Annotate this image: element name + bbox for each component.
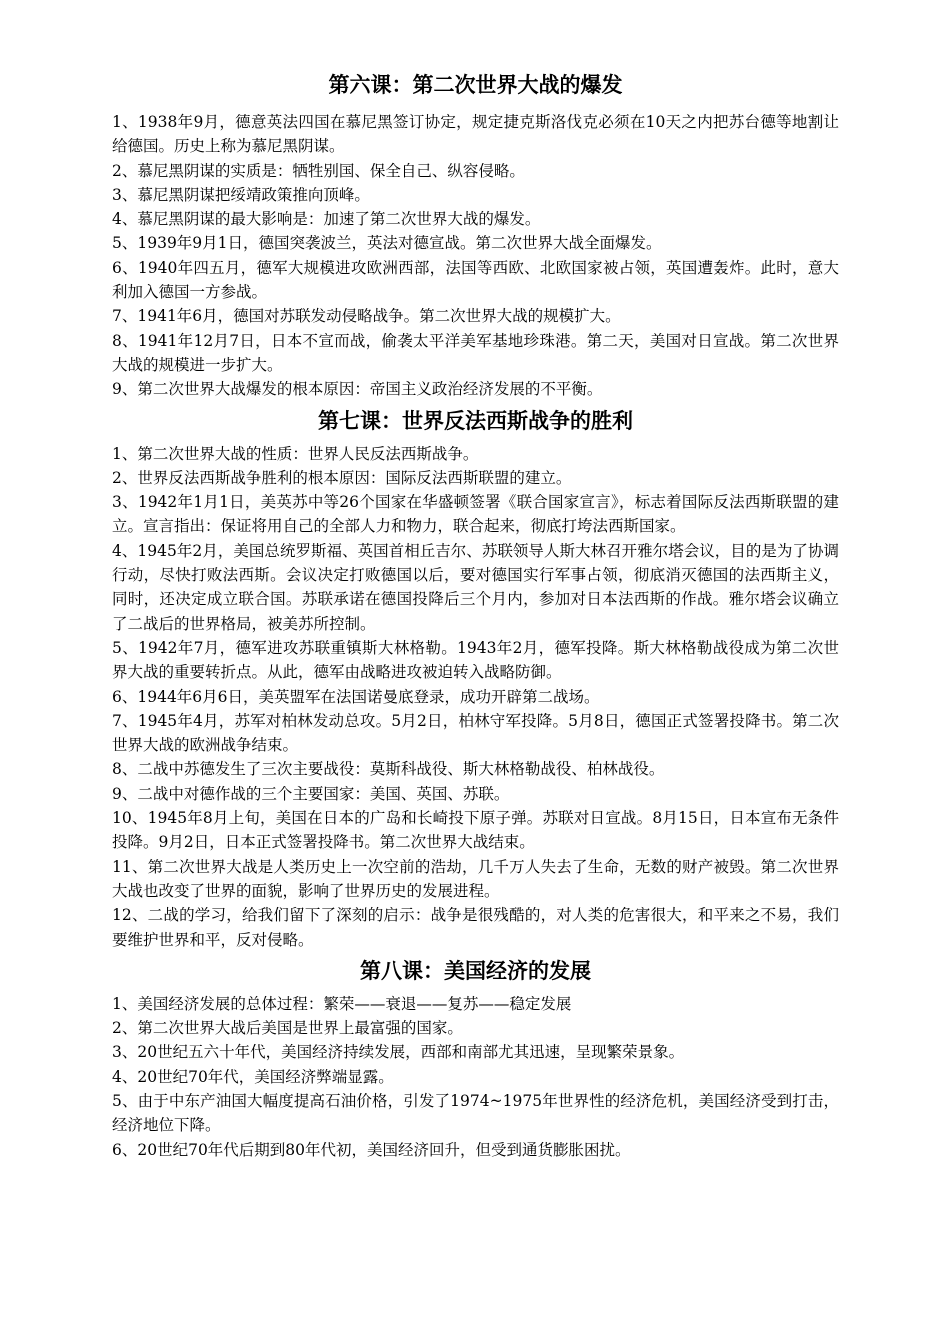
lesson-8-item-6: 6、20世纪70年代后期到80年代初，美国经济回升，但受到通货膨胀困扰。 (112, 1140, 631, 1159)
lesson-7-item-4: 4、1945年2月，美国总统罗斯福、英国首相丘吉尔、苏联领导人斯大林召开雅尔塔会议，目的是为了协调行动，尽快打败法西斯。会议决定打败德国以后，要对德国实行军事占领，彻底消灭德国的法西斯主义，同时，还决定成立联合国。苏联承诺在德国投降后三个月内，参加对日本法西斯的作战。雅尔塔会议确立了二战后的世界格局，被美苏所控制。 (112, 541, 839, 633)
lesson-6-title: 第六课：第二次世界大战的爆发 (328, 72, 623, 97)
lesson-6-item-4: 4、慕尼黑阴谋的最大影响是：加速了第二次世界大战的爆发。 (112, 210, 541, 229)
lesson-7-item-7: 7、1945年4月，苏军对柏林发动总攻。5月2日，柏林守军投降。5月8日，德国正式签署投降书。第二次世界大战的欧洲战争结束。 (112, 711, 839, 755)
lesson-7-item-10: 10、1945年8月上旬，美国在日本的广岛和长崎投下原子弹。苏联对日宣战。8月15日，日本宣布无条件投降。9月2日，日本正式签署投降书。第二次世界大战结束。 (112, 809, 839, 852)
lesson-6-item-2: 2、慕尼黑阴谋的实质是：牺牲别国、保全自己、纵容侵略。 (112, 161, 525, 180)
lesson-8-item-2: 2、第二次世界大战后美国是世界上最富强的国家。 (112, 1019, 463, 1038)
lesson-6-item-1: 1、1938年9月，德意英法四国在慕尼黑签订协定，规定捷克斯洛伐克必须在10天之内把苏台德等地割让给德国。历史上称为慕尼黑阴谋。 (112, 113, 839, 156)
lesson-7-item-1: 1、第二次世界大战的性质：世界人民反法西斯战争。 (112, 444, 479, 463)
lesson-6-item-5: 5、1939年9月1日，德国突袭波兰，英法对德宣战。第二次世界大战全面爆发。 (112, 234, 662, 253)
lesson-8-item-4: 4、20世纪70年代，美国经济弊端显露。 (112, 1067, 394, 1086)
lesson-8-item-3: 3、20世纪五六十年代，美国经济持续发展，西部和南部尤其迅速，呈现繁荣景象。 (112, 1043, 685, 1062)
lesson-6-item-8: 8、1941年12月7日，日本不宣而战，偷袭太平洋美军基地珍珠港。第二天，美国对日宣战。第二次世界大战的规模进一步扩大。 (112, 331, 839, 374)
lesson-8-item-1: 1、美国经济发展的总体过程：繁荣——衰退——复苏——稳定发展 (112, 994, 572, 1013)
lesson-7-item-2: 2、世界反法西斯战争胜利的根本原因：国际反法西斯联盟的建立。 (112, 468, 572, 487)
lesson-7-item-11: 11、第二次世界大战是人类历史上一次空前的浩劫，几千万人失去了生命，无数的财产被毁。第二次世界大战也改变了世界的面貌，影响了世界历史的发展进程。 (112, 857, 839, 900)
lesson-7-item-12: 12、二战的学习，给我们留下了深刻的启示：战争是很残酷的，对人类的危害很大，和平来之不易，我们要维护世界和平，反对侵略。 (112, 906, 839, 949)
lesson-7-item-9: 9、二战中对德作战的三个主要国家：美国、英国、苏联。 (112, 784, 510, 803)
lesson-7 (112, 406, 839, 952)
lesson-6-item-6: 6、1940年四五月，德军大规模进攻欧洲西部，法国等西欧、北欧国家被占领，英国遭轰炸。此时，意大利加入德国一方参战。 (112, 258, 839, 302)
lesson-6-item-9: 9、第二次世界大战爆发的根本原因：帝国主义政治经济发展的不平衡。 (112, 380, 603, 399)
lesson-7-title: 第七课：世界反法西斯战争的胜利 (318, 407, 633, 433)
lesson-7-item-3: 3、1942年1月1日，美英苏中等26个国家在华盛顿签署《联合国家宣言》，标志着国际反法西斯联盟的建立。宣言指出：保证将用自己的全部人力和物力，联合起来，彻底打垮法西斯国家。 (112, 493, 839, 536)
document-page (112, 70, 839, 1162)
lesson-8 (112, 956, 839, 1162)
lesson-8-item-5: 5、由于中东产油国大幅度提高石油价格，引发了1974~1975年世界性的经济危机，美国经济受到打击，经济地位下降。 (112, 1091, 839, 1135)
lesson-7-item-6: 6、1944年6月6日，美英盟军在法国诺曼底登录，成功开辟第二战场。 (112, 687, 600, 706)
lesson-6-item-3: 3、慕尼黑阴谋把绥靖政策推向顶峰。 (112, 185, 370, 204)
lesson-6-item-7: 7、1941年6月，德国对苏联发动侵略战争。第二次世界大战的规模扩大。 (112, 307, 621, 326)
lesson-6 (112, 70, 839, 402)
lesson-7-item-5: 5、1942年7月，德军进攻苏联重镇斯大林格勒。1943年2月，德军投降。斯大林格勒战役成为第二次世界大战的重要转折点。从此，德军由战略进攻被迫转入战略防御。 (112, 638, 839, 682)
lesson-8-title: 第八课：美国经济的发展 (360, 957, 591, 983)
lesson-7-item-8: 8、二战中苏德发生了三次主要战役：莫斯科战役、斯大林格勒战役、柏林战役。 (112, 760, 665, 779)
